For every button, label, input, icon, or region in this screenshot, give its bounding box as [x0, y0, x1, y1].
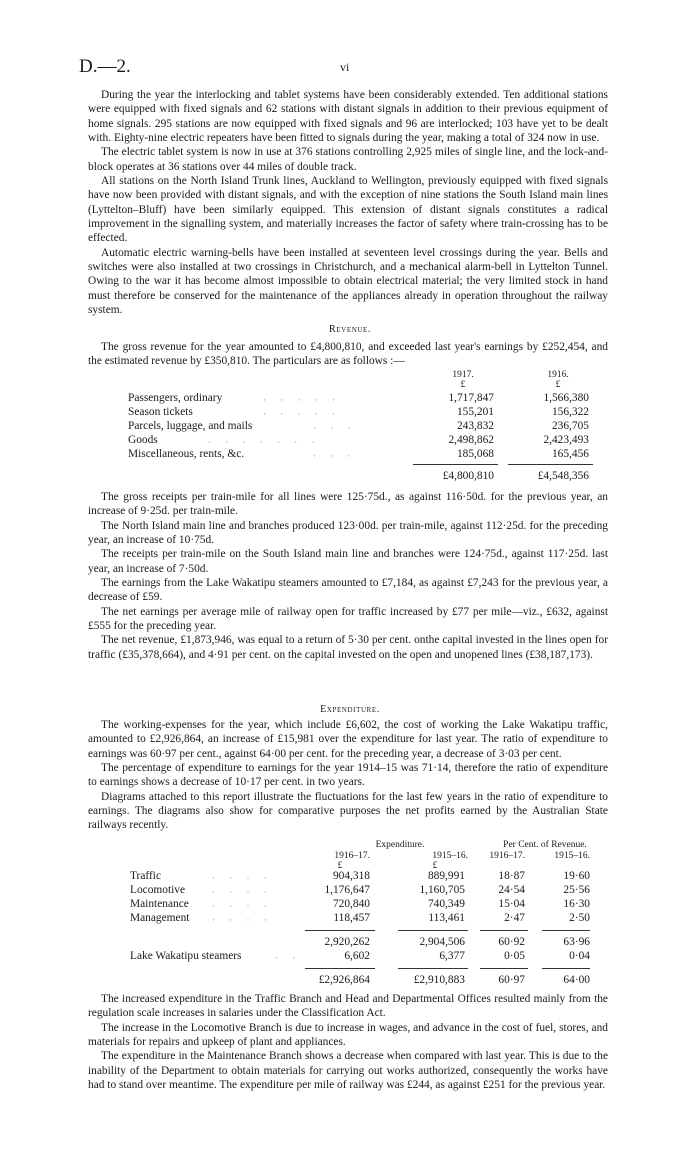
exp-1915-16: 889,991 [427, 870, 465, 882]
pct-1915-16: 19·60 [563, 870, 590, 882]
pct-1916-17: 15·04 [498, 898, 525, 910]
divider [305, 968, 375, 969]
col-year: 1915–16. [554, 851, 590, 861]
pct-1916-17: 60·97 [498, 974, 525, 986]
exp-1916-17: 1,176,647 [324, 884, 370, 896]
page-number: vi [340, 60, 350, 74]
divider [398, 930, 468, 931]
leader-dots: · · · · · [263, 409, 341, 419]
value-1916: 156,322 [551, 406, 589, 418]
value-1917: 1,717,847 [448, 392, 494, 404]
paragraph: The North Island main line and branches produced 123·00d. per train-mile, against 112·25d. for the preceding year, an increase of 10·75d. [88, 519, 608, 547]
pct-1915-16: 2·50 [569, 912, 590, 924]
leader-dots: · · · · [212, 915, 273, 925]
value-1916: 1,566,380 [543, 392, 589, 404]
exp-1915-16: 6,377 [439, 950, 465, 962]
expenditure-table [130, 838, 610, 986]
col-unit: £ [460, 380, 466, 390]
paragraph: The expenditure in the Maintenance Branch shows a decrease when compared with last year. This is due to the inability of the Department to obtain materials for carrying out works authorized, consequently the works have had to stand over meantime. The expenditure per mile of railway was £244, as against £251 for the previous year. [88, 1050, 608, 1092]
col-year: 1915–16. [432, 851, 468, 861]
value-1917: 155,201 [456, 406, 494, 418]
exp-1916-17: 904,318 [332, 870, 370, 882]
exp-1915-16: 2,904,506 [419, 936, 465, 948]
col-unit: £ [432, 861, 438, 871]
leader-dots: · · · [313, 451, 357, 461]
row-label: Traffic [130, 870, 162, 882]
paragraph: During the year the interlocking and tablet systems have been considerably extended. Ten additional stations were equipped with fixed signals and 62 stations with distant signals in addition to their previous equipment of home signals. 295 stations are now equipped with fixed signals and 96 are interlocked; 103 have yet to be dealt with. Eighty-nine electric repeaters have been fitted to signals during the year, making a total of 324 now in use. [88, 89, 608, 145]
revenue-intro [88, 340, 608, 369]
col-unit: £ [555, 380, 561, 390]
expenditure-notes [88, 718, 608, 833]
exp-1916-17: 6,602 [344, 950, 370, 962]
divider [542, 930, 590, 931]
paragraph: The gross receipts per train-mile for all lines were 125·75d., as against 116·50d. for the previous year, an increase of 9·25d. per train-mile. [88, 491, 608, 518]
paragraph: All stations on the North Island Trunk lines, Auckland to Wellington, previously equipped with fixed signals have now been provided with distant signals, and with the exception of nine stations the South Island main lines (Lyttelton–Bluff) have been similarly equipped. This extension of distant signals constitutes a radical improvement in the signalling system, and materially increases the factor of safety where train-crossing has to be effected. [88, 175, 608, 245]
col-year-1916: 1916. [547, 370, 569, 380]
revenue-notes [88, 490, 608, 662]
group-expenditure: Expenditure. [375, 840, 425, 850]
value-1916: 236,705 [551, 420, 589, 432]
value-1916: 2,423,493 [543, 434, 589, 446]
divider [398, 968, 468, 969]
leader-dots: · · · · [212, 887, 273, 897]
row-label: Management [130, 912, 190, 924]
revenue-heading: Revenue. [329, 324, 371, 335]
value-1917: 2,498,862 [448, 434, 494, 446]
row-label: Season tickets [128, 406, 193, 418]
col-year: 1916–17. [334, 851, 370, 861]
divider [508, 464, 593, 465]
row-label: Parcels, luggage, and mails [128, 420, 253, 432]
pct-1915-16: 16·30 [563, 898, 590, 910]
paragraph: The net earnings per average mile of railway open for traffic increased by £77 per mile—viz., £632, against £555 for the preceding year. [88, 605, 608, 633]
pct-1915-16: 63·96 [563, 936, 590, 948]
divider [413, 464, 498, 465]
pct-1915-16: 64·00 [563, 974, 590, 986]
paragraph: The increase in the Locomotive Branch is due to increase in wages, and advance in the cost of fuel, stores, and materials for repairs and upkeep of plant and appliances. [88, 1021, 608, 1049]
col-year-1917: 1917. [452, 370, 474, 380]
divider [305, 930, 375, 931]
total-1916: £4,548,356 [537, 470, 589, 482]
total-1917: £4,800,810 [442, 470, 494, 482]
value-1916: 165,456 [551, 448, 589, 460]
leader-dots: · · · · · · · [208, 437, 321, 447]
paragraph: Diagrams attached to this report illustrate the fluctuations for the last few years in the ratio of expenditure to earnings. The diagrams also show for comparative purposes the net profits earned by the Australian State railways recently. [88, 790, 608, 832]
row-label: Lake Wakatipu steamers [130, 950, 242, 962]
exp-1915-16: 113,461 [428, 912, 465, 924]
exp-1916-17: 118,457 [333, 912, 370, 924]
leader-dots: · · · · [212, 873, 273, 883]
row-label: Miscellaneous, rents, &c. [128, 448, 245, 460]
leader-dots: · · · [313, 423, 357, 433]
row-label: Goods [128, 434, 158, 446]
signals-section [88, 88, 608, 318]
row-label: Locomotive [130, 884, 186, 896]
row-label: Maintenance [130, 898, 189, 910]
paragraph: The electric tablet system is now in use at 376 stations controlling 2,925 miles of single line, and the lock-and-block operates at 36 stations over 44 miles of double track. [88, 146, 608, 173]
exp-1915-16: 740,349 [427, 898, 465, 910]
pct-1915-16: 0·04 [569, 950, 590, 962]
exp-1916-17: 2,920,262 [324, 936, 370, 948]
value-1917: 243,832 [456, 420, 494, 432]
exp-1915-16: 1,160,705 [419, 884, 465, 896]
divider [480, 968, 528, 969]
pct-1915-16: 25·56 [563, 884, 590, 896]
divider [542, 968, 590, 969]
paragraph: The receipts per train-mile on the South Island main line and branches were 124·75d., against 117·25d. last year, an increase of 7·50d. [88, 548, 608, 575]
pct-1916-17: 0·05 [504, 950, 525, 962]
paragraph: The net revenue, £1,873,946, was equal to a return of 5·30 per cent. onthe capital invested in the lines open for traffic (£35,378,664), and 4·91 per cent. on the capital invested on the open and unopened lines (£38,187,173). [88, 634, 608, 661]
expenditure-explanation [88, 992, 608, 1092]
pct-1916-17: 24·54 [498, 884, 525, 896]
row-label: Passengers, ordinary [128, 392, 223, 404]
leader-dots: · · [275, 953, 302, 963]
revenue-table [128, 368, 608, 488]
paragraph: The earnings from the Lake Wakatipu steamers amounted to £7,184, as against £7,243 for the previous year, a decrease of £59. [88, 577, 608, 604]
col-unit: £ [337, 861, 343, 871]
paragraph: The increased expenditure in the Traffic Branch and Head and Departmental Offices resulted mainly from the regulation scale increases in salaries under the Classification Act. [88, 993, 608, 1020]
paragraph: Automatic electric warning-bells have been installed at seventeen level crossings during the year. Bells and switches were also installed at two crossings in Christchurch, and a mechanical alarm-bell in Lyttelton Tunnel. Owing to the war it has become almost impossible to obtain electrical material; the very limited stock in hand must therefore be conserved for the maintenance of the appliances already in operation throughout the railway system. [88, 246, 608, 317]
pct-1916-17: 2·47 [504, 912, 525, 924]
divider [480, 930, 528, 931]
paragraph: The gross revenue for the year amounted to £4,800,810, and exceeded last year's earnings by £252,454, and the estimated revenue by £350,810. The particulars are as follows :— [88, 341, 608, 368]
leader-dots: · · · · [212, 901, 273, 911]
exp-1915-16: £2,910,883 [413, 974, 465, 986]
paragraph: The percentage of expenditure to earnings for the year 1914–15 was 71·14, therefore the ratio of expenditure to earnings shows a decrease of 10·17 per cent. in two years. [88, 762, 608, 789]
expenditure-heading: Expenditure. [320, 704, 380, 715]
group-percent: Per Cent. of Revenue. [503, 840, 587, 850]
exp-1916-17: £2,926,864 [318, 974, 370, 986]
leader-dots: · · · · · [263, 395, 341, 405]
document-code: D.—2. [79, 56, 131, 77]
exp-1916-17: 720,840 [332, 898, 370, 910]
col-year: 1916–17. [489, 851, 525, 861]
pct-1916-17: 60·92 [498, 936, 525, 948]
paragraph: The working-expenses for the year, which include £6,602, the cost of working the Lake Wakatipu traffic, amounted to £2,926,864, an increase of £15,981 over the expenditure for last year. The ratio of expenditure to earnings was 60·97 per cent., against 64·00 per cent. for the preceding year, a decrease of 3·03 per cent. [88, 719, 608, 760]
pct-1916-17: 18·87 [498, 870, 525, 882]
value-1917: 185,068 [456, 448, 494, 460]
